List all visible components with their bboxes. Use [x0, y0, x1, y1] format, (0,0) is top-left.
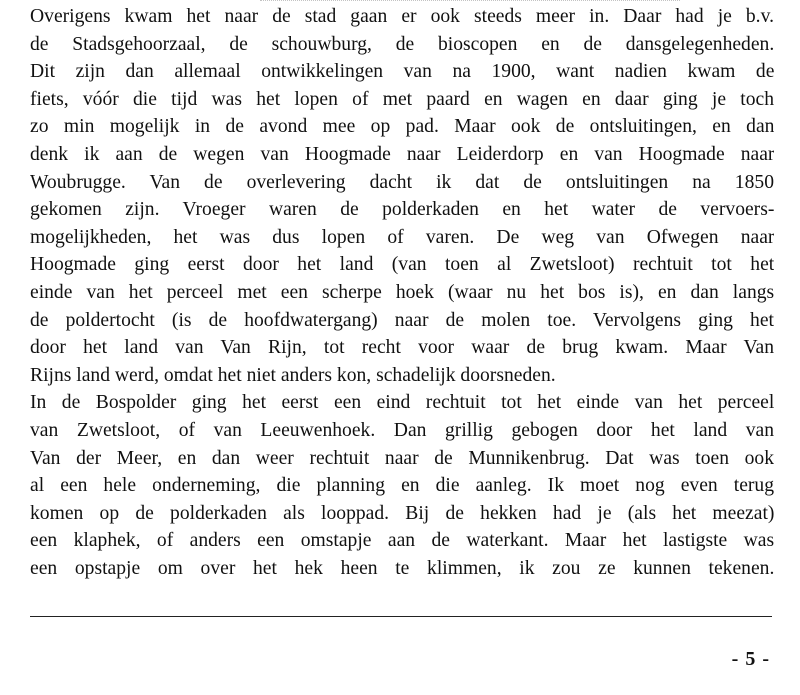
text-line: Overigens kwam het naar de stad gaan er ook steeds meer in. Daar had je b.v.: [30, 6, 774, 27]
paragraph-2: [30, 389, 774, 582]
text-line: Dit zijn dan allemaal ontwikkelingen van na 1900, want nadien kwam de: [30, 61, 774, 83]
text-line: einde van het perceel met een scherpe hoek (waar nu het bos is), en dan langs: [30, 281, 774, 303]
text-line: een klaphek, of anders een omstapje aan de waterkant. Maar het lastigste was: [30, 530, 774, 552]
text-line: de Stadsgehoorzaal, de schouwburg, de bioscopen en de dansgelegenheden.: [30, 33, 774, 55]
text-line: fiets, vóór die tijd was het lopen of met paard en wagen en daar ging je toch: [30, 88, 774, 110]
text-line: Rijns land werd, omdat het niet anders kon, schadelijk doorsneden.: [30, 364, 556, 386]
text-line: Woubrugge. Van de overlevering dacht ik dat de ontsluitingen na 1850: [30, 171, 774, 193]
text-line: In de Bospolder ging het eerst een eind rechtuit tot het einde van het perceel: [30, 392, 774, 414]
text-line: denk ik aan de wegen van Hoogmade naar Leiderdorp en van Hoogmade naar: [30, 143, 774, 165]
body-text: [30, 3, 774, 582]
paragraph-1: [30, 3, 774, 389]
text-line: mogelijkheden, het was dus lopen of varen. De weg van Ofwegen naar: [30, 226, 774, 248]
text-line: komen op de polderkaden als looppad. Bij de hekken had je (als het meezat): [30, 502, 774, 524]
text-line: van Zwetsloot, of van Leeuwenhoek. Dan grillig gebogen door het land van: [30, 419, 774, 441]
text-line: Hoogmade ging eerst door het land (van toen al Zwetsloot) rechtuit tot het: [30, 254, 774, 276]
text-line: de poldertocht (is de hoofdwatergang) naar de molen toe. Vervolgens ging het: [30, 309, 774, 331]
text-line: gekomen zijn. Vroeger waren de polderkaden en het water de vervoers-: [30, 199, 774, 221]
text-line: een opstapje om over het hek heen te klimmen, ik zou ze kunnen tekenen.: [30, 557, 774, 579]
footer-rule: [30, 616, 772, 617]
text-line: Van der Meer, en dan weer rechtuit naar de Munnikenbrug. Dat was toen ook: [30, 447, 774, 469]
text-line: door het land van Van Rijn, tot recht voor waar de brug kwam. Maar Van: [30, 337, 774, 359]
text-line: zo min mogelijk in de avond mee op pad. Maar ook de ontsluitingen, en dan: [30, 116, 774, 138]
cropped-previous-line: [260, 0, 680, 1]
page-number: - 5 -: [731, 648, 770, 670]
text-line: al een hele onderneming, die planning en die aanleg. Ik moet nog even terug: [30, 475, 774, 497]
